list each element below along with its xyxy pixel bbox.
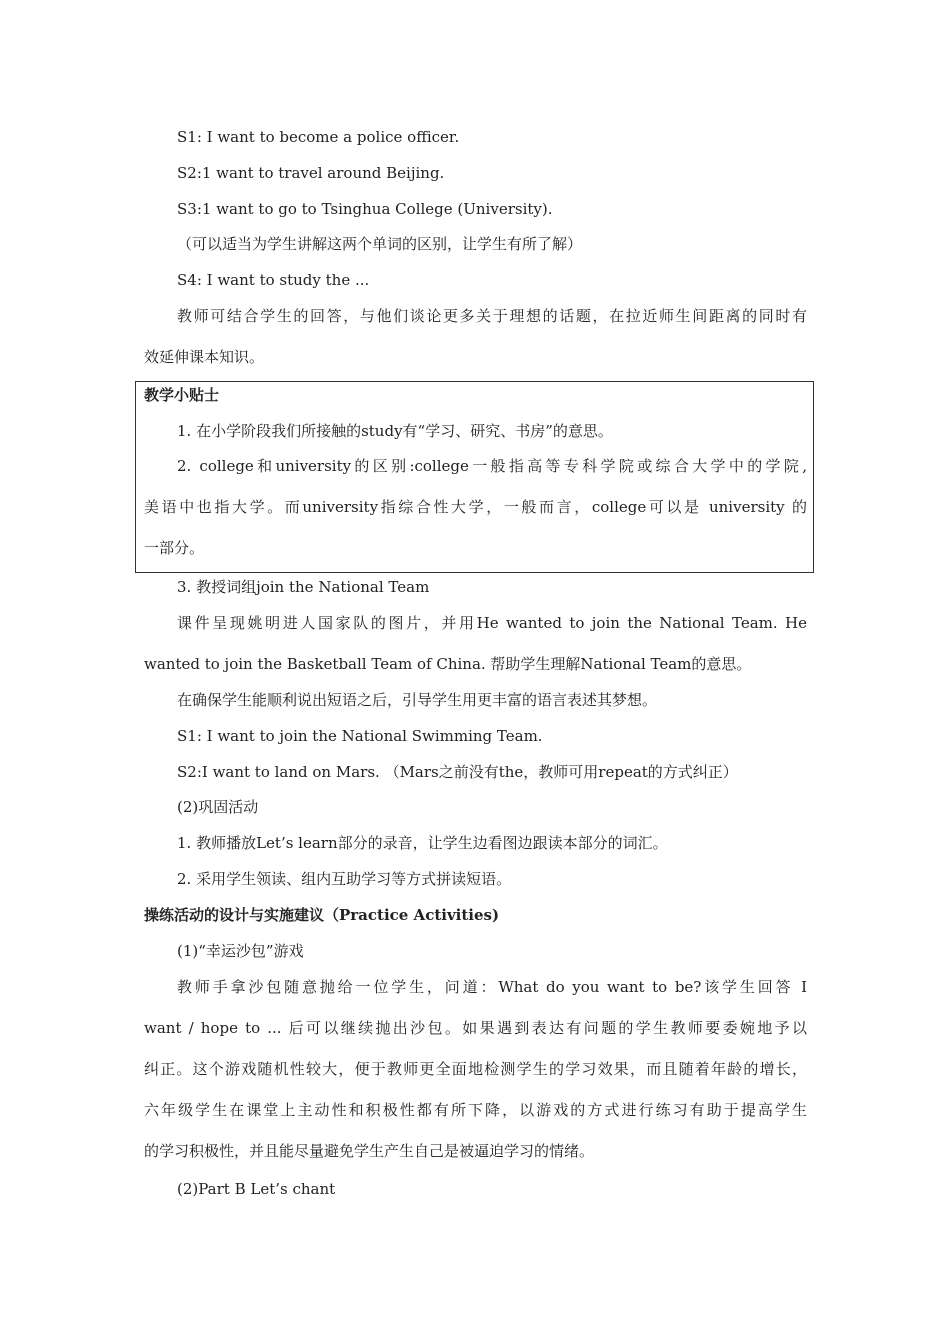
tip-item-2-line: 美语中也指大学。而university指综合性大学，一般而言，college可以是 university 的 — [144, 498, 807, 516]
section-3-guidance: 在确保学生能顺利说出短语之后，引导学生用更丰富的语言表述其梦想。 — [177, 691, 658, 709]
game-paragraph-line: 教师手拿沙包随意抛给一位学生，问道：What do you want to be?该学生回答 I — [177, 978, 807, 996]
game-paragraph-line: want / hope to ... 后可以继续抛出沙包。如果遇到表达有问题的学生教师要委婉地予以 — [144, 1019, 807, 1037]
dialogue-line-s2: S2:1 want to travel around Beijing. — [177, 164, 445, 182]
section-3-paragraph-line: wanted to join the Basketball Team of China. 帮助学生理解National Team的意思。 — [144, 655, 752, 673]
dialogue-line-s4: S4: I want to study the ... — [177, 271, 370, 289]
tip-item-1: 1. 在小学阶段我们所接触的study有“学习、研究、书房”的意思。 — [177, 422, 613, 440]
explanation-note: （可以适当为学生讲解这两个单词的区别，让学生有所了解） — [177, 235, 583, 253]
chant-heading: (2)Part B Let’s chant — [177, 1180, 336, 1198]
section-3-paragraph-line: 课件呈现姚明进人国家队的图片，并用He wanted to join the National Team. He — [177, 614, 807, 632]
teacher-paragraph-line: 效延伸课本知识。 — [144, 348, 265, 366]
teaching-tips-box — [135, 381, 814, 573]
game-paragraph-line: 纠正。这个游戏随机性较大，便于教师更全面地检测学生的学习效果，而且随着年龄的增长， — [144, 1060, 807, 1078]
dialogue-line-s1-swim: S1: I want to join the National Swimming Team. — [177, 727, 543, 745]
teacher-paragraph-line: 教师可结合学生的回答，与他们谈论更多关于理想的话题，在拉近师生间距离的同时有 — [177, 307, 807, 325]
dialogue-line-s1: S1: I want to become a police officer. — [177, 128, 460, 146]
consolidation-step-1: 1. 教师播放Let’s learn部分的录音，让学生边看图边跟读本部分的词汇。 — [177, 834, 668, 852]
teaching-tips-title: 教学小贴士 — [144, 386, 220, 404]
section-3-heading: 3. 教授词组join the National Team — [177, 578, 430, 596]
game-paragraph-line: 的学习积极性，并且能尽量避免学生产生自己是被逼迫学习的情绪。 — [144, 1142, 595, 1160]
game-title: (1)“幸运沙包”游戏 — [177, 942, 304, 960]
tip-item-2-line: 2. college和university的区别:college一般指高等专科学院或综合大学中的学院, — [177, 457, 807, 475]
game-paragraph-line: 六年级学生在课堂上主动性和积极性都有所下降，以游戏的方式进行练习有助于提高学生 — [144, 1101, 807, 1119]
practice-heading: 操练活动的设计与实施建议（Practice Activities) — [144, 906, 500, 924]
dialogue-line-s3: S3:1 want to go to Tsinghua College (University). — [177, 200, 553, 218]
consolidation-heading: (2)巩固活动 — [177, 798, 259, 816]
consolidation-step-2: 2. 采用学生领读、组内互助学习等方式拼读短语。 — [177, 870, 512, 888]
tip-item-2-line: 一部分。 — [144, 539, 205, 557]
dialogue-line-s2-mars: S2:I want to land on Mars. （Mars之前没有the，教师可用repeat的方式纠正） — [177, 763, 738, 781]
